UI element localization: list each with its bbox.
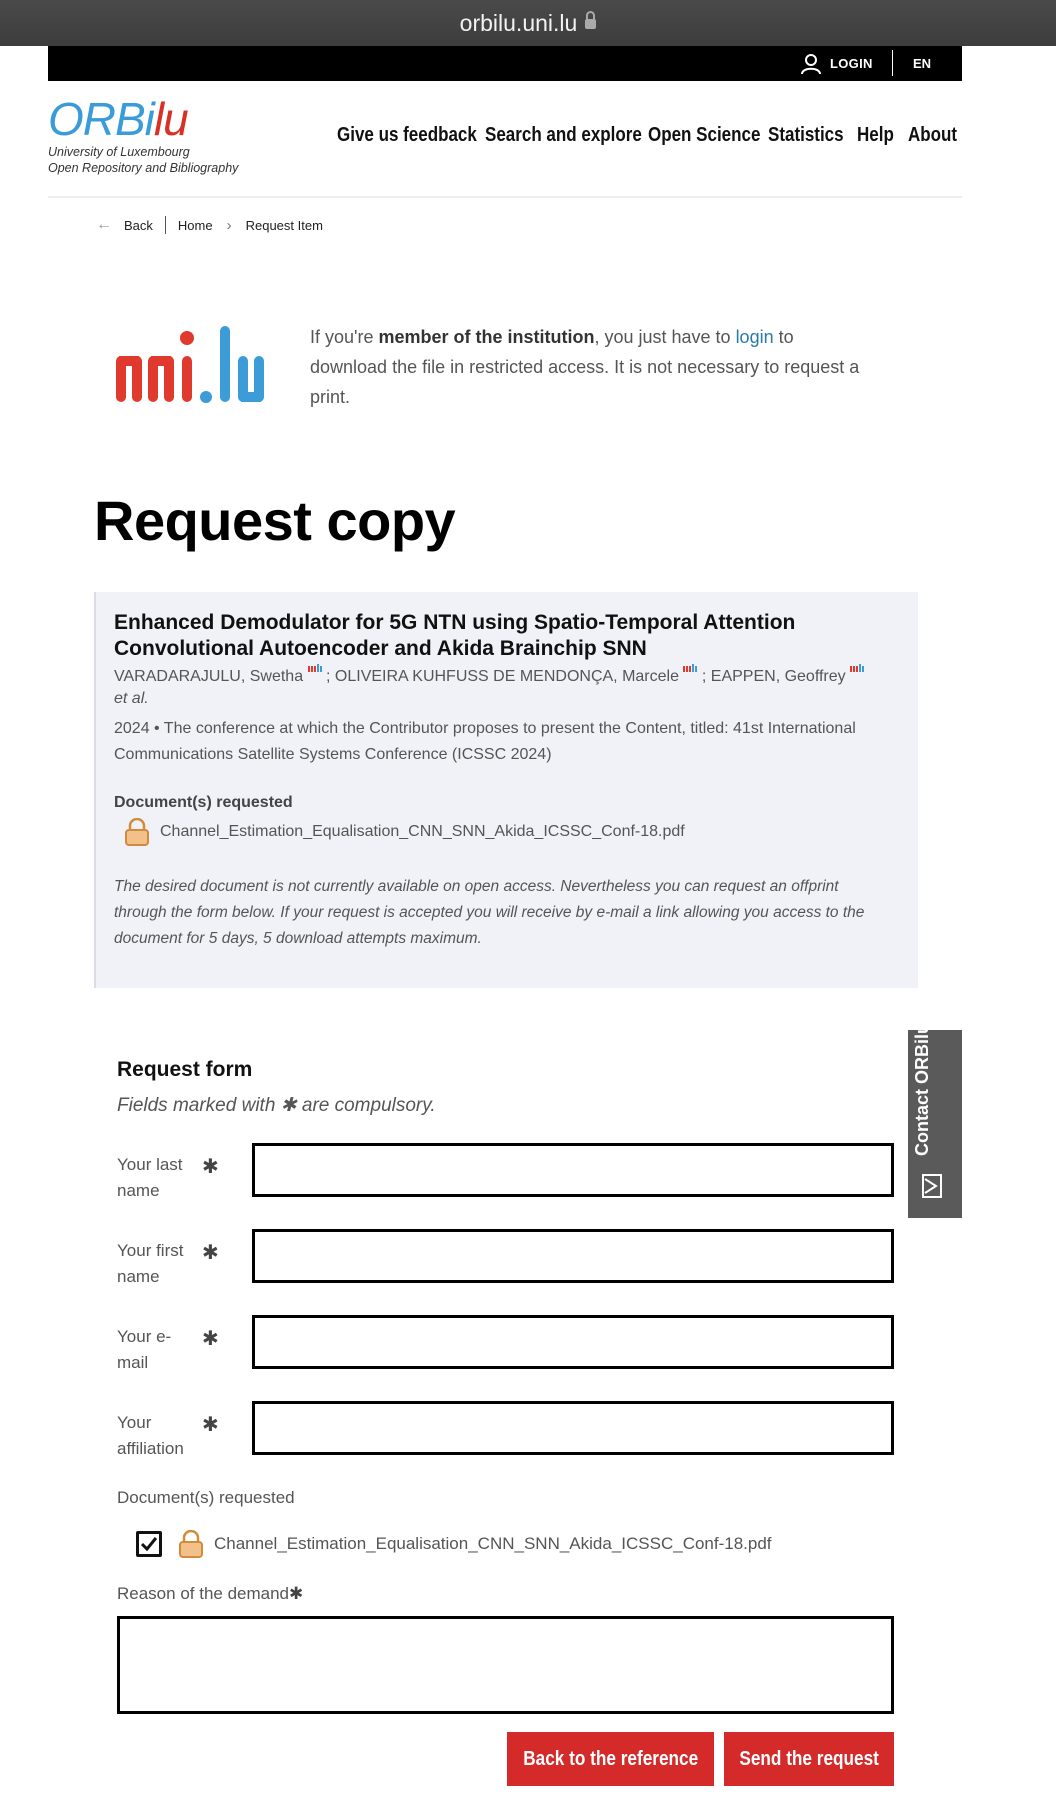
browser-url-bar[interactable] <box>0 0 1056 46</box>
institution-notice <box>310 322 870 412</box>
notice-bold: member of the institution <box>378 327 595 347</box>
back-arrow-icon[interactable]: ← <box>96 216 112 233</box>
nav-statistics[interactable]: Statistics <box>768 124 844 146</box>
back-to-reference-button[interactable] <box>507 1732 714 1786</box>
required-note <box>117 1094 436 1117</box>
send-button-label: Send the request <box>739 1747 879 1770</box>
login-link[interactable] <box>800 46 873 81</box>
notice-text-post: to download the file in restricted access. It is not necessary to request a print. <box>310 327 860 407</box>
reference-title[interactable]: Enhanced Demodulator for 5G NTN using Spatio-Temporal Attention Convolutional Autoencoder and Akida Brainchip SNN <box>114 611 796 660</box>
required-note-text: Fields marked with <box>117 1095 281 1116</box>
document-file-name: Channel_Estimation_Equalisation_CNN_SNN_Akida_ICSSC_Conf-18.pdf <box>214 1534 772 1553</box>
url-text: orbilu.uni.lu <box>459 9 578 36</box>
checkmark-icon <box>141 1537 157 1551</box>
login-link-inline[interactable]: login <box>735 327 774 347</box>
logo-subtitle-2: Open Repository and Bibliography <box>48 161 239 175</box>
back-button-label: Back to the reference <box>523 1747 698 1770</box>
notice-text-mid: , you just have to <box>594 327 736 347</box>
padlock-icon <box>178 1530 204 1558</box>
reason-label <box>117 1584 303 1604</box>
nav-help[interactable]: Help <box>857 124 894 146</box>
author-link[interactable]: EAPPEN, Geoffrey <box>710 668 846 685</box>
reference-publication: 2024 • The conference at which the Contributor proposes to present the Content, titled: 41st International Communications Satellite Systems Conference (ICSSC 2024) <box>114 720 856 763</box>
first-name-label: Your first name <box>117 1241 184 1286</box>
user-icon <box>800 53 822 75</box>
access-info: The desired document is not currently available on open access. Nevertheless you can request an offprint through the form below. If your request is accepted you will receive by e-mail a link allowing you access to the document for 5 days, 5 download attempts maximum. <box>114 878 865 947</box>
send-request-button[interactable] <box>724 1732 894 1786</box>
required-star-icon: ✱ <box>202 1414 219 1436</box>
required-star-icon: ✱ <box>202 1242 219 1264</box>
documents-heading: Document(s) requested <box>114 794 293 811</box>
breadcrumb <box>96 214 323 236</box>
reason-textarea[interactable] <box>117 1616 894 1714</box>
lock-icon <box>585 19 596 29</box>
chevron-right-icon: › <box>226 216 232 234</box>
author-link[interactable]: VARADARAJULU, Swetha <box>114 668 304 685</box>
uni-lu-logo <box>114 326 286 404</box>
nav-open-science[interactable]: Open Science <box>648 124 761 146</box>
email-label: Your e-mail <box>117 1327 172 1372</box>
breadcrumb-back[interactable]: Back <box>124 217 153 233</box>
last-name-label: Your last name <box>117 1155 183 1200</box>
document-checkbox-row <box>136 1530 772 1558</box>
required-note-text-end: are compulsory. <box>296 1095 436 1116</box>
nav-search-explore[interactable]: Search and explore <box>485 124 642 146</box>
language-selector[interactable]: EN <box>913 56 932 71</box>
document-checkbox[interactable] <box>136 1531 162 1557</box>
request-form-title: Request form <box>117 1058 253 1081</box>
orbilu-logo[interactable] <box>48 93 239 176</box>
required-star-icon: ✱ <box>202 1328 219 1350</box>
page-title: Request copy <box>94 489 456 552</box>
nav-about[interactable]: About <box>908 124 958 146</box>
header-divider <box>48 196 962 198</box>
login-label: LOGIN <box>830 56 873 71</box>
affiliation-input[interactable] <box>252 1401 894 1455</box>
required-star-icon: ✱ <box>280 1095 297 1116</box>
breadcrumb-home[interactable]: Home <box>177 217 213 233</box>
required-star-icon: ✱ <box>202 1156 219 1178</box>
unilu-author-badge-icon <box>683 664 697 674</box>
reference-authors <box>114 664 894 690</box>
author-separator: ; <box>697 668 711 685</box>
reference-card <box>94 592 918 988</box>
affiliation-label: Your affiliation <box>117 1413 184 1458</box>
author-link[interactable]: OLIVEIRA KUHFUSS DE MENDONÇA, Marcele <box>334 668 679 685</box>
notice-text: If you're <box>310 327 379 347</box>
top-bar <box>48 46 962 81</box>
file-name: Channel_Estimation_Equalisation_CNN_SNN_Akida_ICSSC_Conf-18.pdf <box>160 823 685 840</box>
unilu-author-badge-icon <box>850 664 864 674</box>
last-name-input[interactable] <box>252 1143 894 1197</box>
required-star-icon: ✱ <box>289 1584 304 1603</box>
reference-etal: et al. <box>114 690 149 707</box>
nav-feedback[interactable]: Give us feedback <box>337 124 477 146</box>
breadcrumb-divider <box>165 216 166 234</box>
topbar-divider <box>892 50 893 76</box>
breadcrumb-current: Request Item <box>245 217 323 233</box>
email-input[interactable] <box>252 1315 894 1369</box>
mail-icon <box>922 1174 942 1198</box>
logo-word: ORBi <box>48 93 154 145</box>
logo-subtitle-1: University of Luxembourg <box>48 145 190 159</box>
logo-word-accent: lu <box>153 93 188 145</box>
documents-requested-label: Document(s) requested <box>117 1488 295 1507</box>
unilu-author-badge-icon <box>308 664 322 674</box>
contact-label: Contact ORBilu <box>912 1023 932 1156</box>
first-name-input[interactable] <box>252 1229 894 1283</box>
author-separator: ; <box>321 668 335 685</box>
reason-label-text: Reason of the demand <box>117 1584 290 1603</box>
padlock-icon <box>124 818 150 846</box>
requested-file <box>124 818 685 846</box>
contact-orbilu-tab[interactable] <box>908 1023 962 1218</box>
